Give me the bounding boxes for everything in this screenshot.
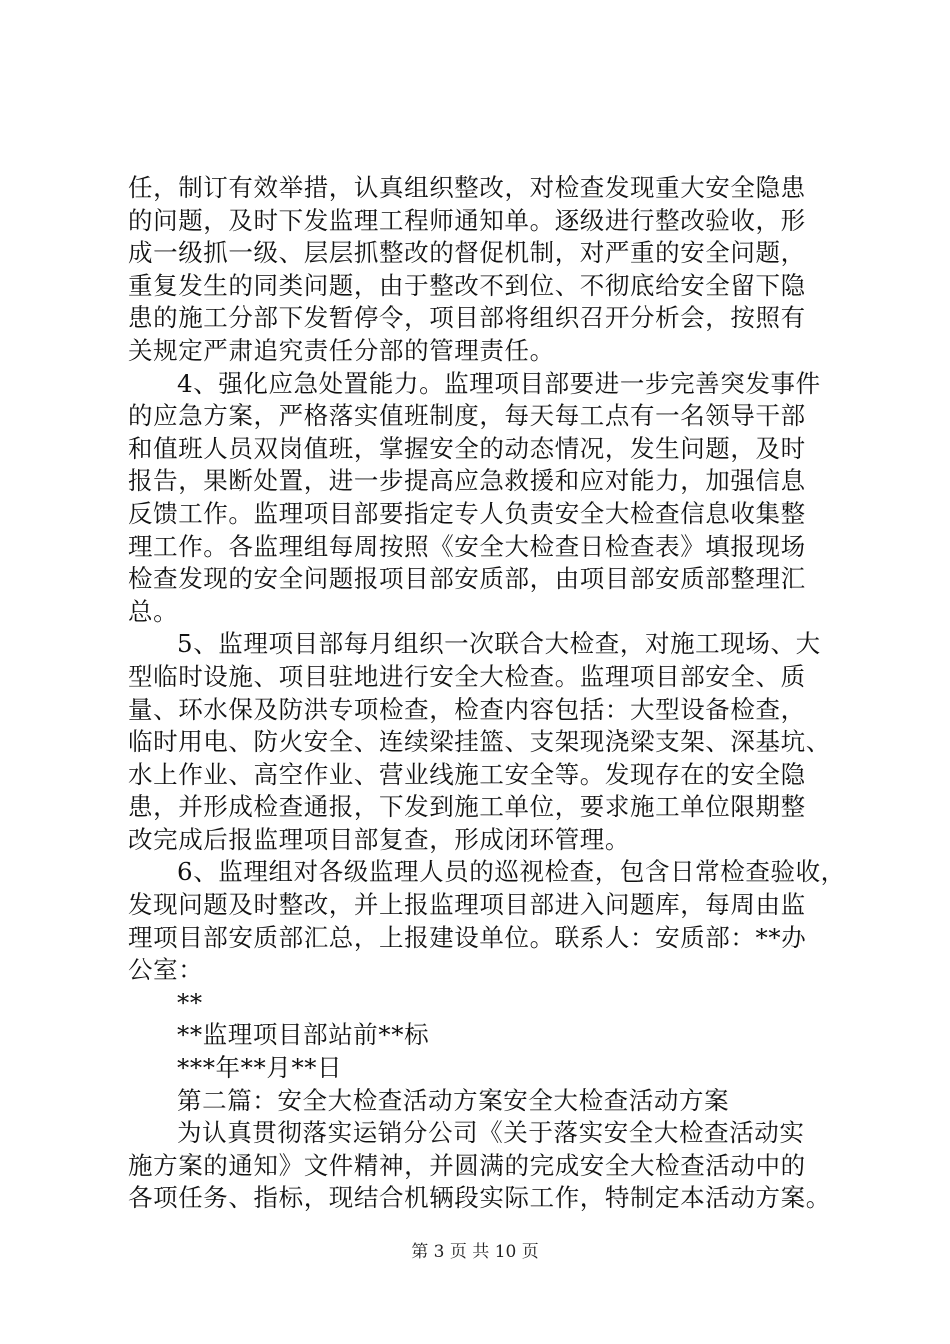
- text-line: 量、环水保及防洪专项检查，检查内容包括：大型设备检查，: [128, 694, 806, 724]
- text-line: 的应急方案，严格落实值班制度，每天每工点有一名领导干部: [128, 401, 806, 431]
- text-line: 反馈工作。监理项目部要指定专人负责安全大检查信息收集整: [128, 498, 806, 528]
- text-line: 报告，果断处置，进一步提高应急救援和应对能力，加强信息: [128, 466, 806, 496]
- text-line: 检查发现的安全问题报项目部安质部，由项目部安质部整理汇: [128, 564, 806, 594]
- text-line: 理项目部安质部汇总，上报建设单位。联系人：安质部：**办: [128, 922, 807, 952]
- text-line: 水上作业、高空作业、营业线施工安全等。发现存在的安全隐: [128, 759, 806, 789]
- text-line: 成一级抓一级、层层抓整改的督促机制，对严重的安全问题，: [128, 238, 806, 268]
- page-footer: 第 3 页 共 10 页: [411, 1242, 539, 1262]
- text-line: 任，制订有效举措，认真组织整改，对检查发现重大安全隐患: [128, 173, 806, 202]
- text-line: 的问题，及时下发监理工程师通知单。逐级进行整改验收，形: [128, 205, 806, 235]
- text-line: **: [177, 987, 203, 1017]
- text-line: 重复发生的同类问题，由于整改不到位、不彻底给安全留下隐: [128, 270, 806, 300]
- text-line: 为认真贯彻落实运销分公司《关于落实安全大检查活动实: [177, 1118, 805, 1148]
- text-line: 施方案的通知》文件精神，并圆满的完成安全大检查活动中的: [128, 1150, 806, 1180]
- text-line: 5、监理项目部每月组织一次联合大检查，对施工现场、大: [177, 629, 821, 659]
- text-line: ***年**月**日: [177, 1053, 343, 1083]
- text-line: 临时用电、防火安全、连续梁挂篮、支架现浇梁支架、深基坑、: [128, 727, 831, 757]
- text-line: 发现问题及时整改，并上报监理项目部进入问题库，每周由监: [128, 890, 806, 920]
- text-line: **监理项目部站前**标: [177, 1020, 430, 1050]
- text-line: 型临时设施、项目驻地进行安全大检查。监理项目部安全、质: [128, 661, 806, 691]
- text-line: 改完成后报监理项目部复查，形成闭环管理。: [128, 824, 630, 854]
- text-line: 6、监理组对各级监理人员的巡视检查，包含日常检查验收，: [177, 857, 846, 887]
- text-line: 各项任务、指标，现结合机辆段实际工作，特制定本活动方案。: [128, 1183, 831, 1213]
- document-body: [128, 172, 846, 1215]
- text-line: 总。: [128, 596, 179, 626]
- text-line: 公室：: [128, 955, 204, 985]
- text-line: 和值班人员双岗值班，掌握安全的动态情况，发生问题，及时: [128, 433, 806, 463]
- text-line: 4、强化应急处置能力。监理项目部要进一步完善突发事件: [177, 368, 821, 398]
- text-line: 患，并形成检查通报，下发到施工单位，要求施工单位限期整: [128, 792, 806, 822]
- text-line: 患的施工分部下发暂停令，项目部将组织召开分析会，按照有: [128, 303, 806, 333]
- text-line: 第二篇：安全大检查活动方案安全大检查活动方案: [177, 1085, 730, 1115]
- text-line: 理工作。各监理组每周按照《安全大检查日检查表》填报现场: [128, 531, 806, 561]
- text-line: 关规定严肃追究责任分部的管理责任。: [128, 335, 555, 365]
